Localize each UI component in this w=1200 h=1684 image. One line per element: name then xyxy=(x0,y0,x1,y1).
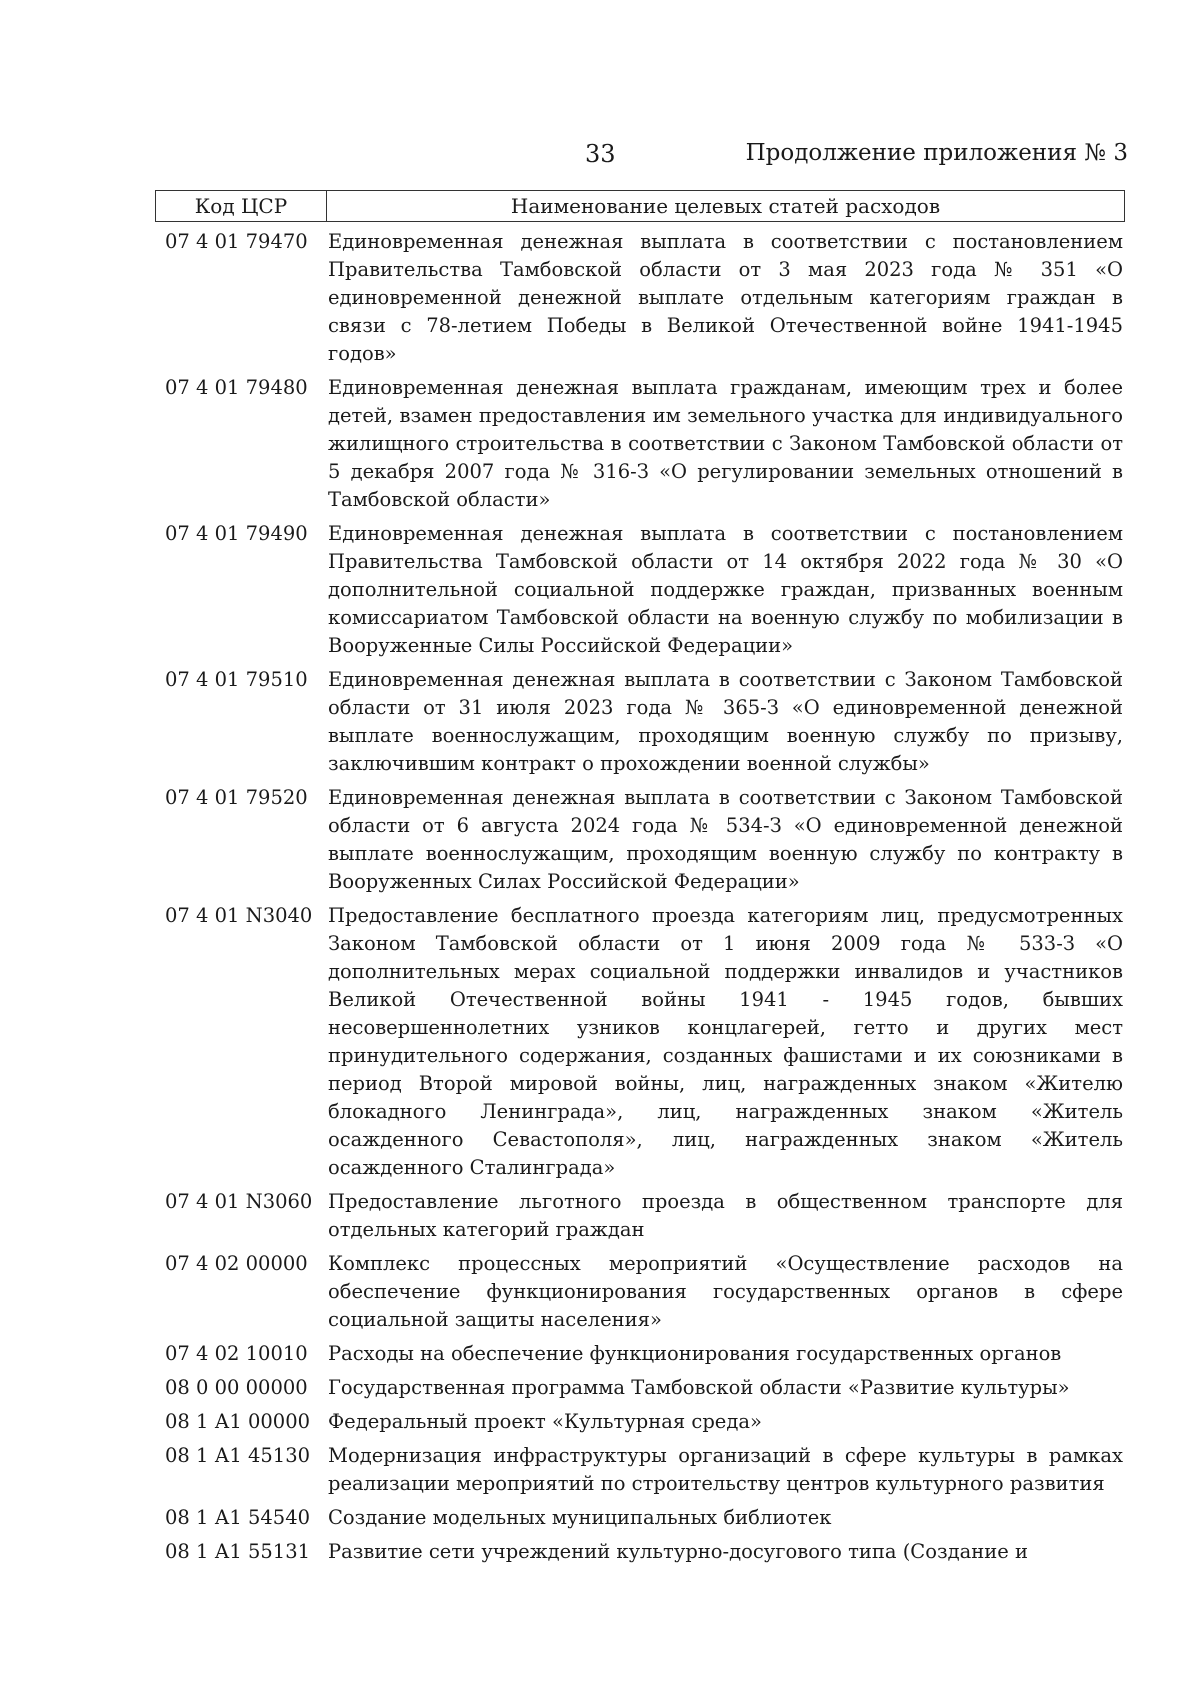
appendix-continuation-title: Продолжение приложения № 3 xyxy=(745,140,1128,166)
row-name: Модернизация инфраструктуры организаций в сфере культуры в рамках реализации мероприятий по строительству центров культурного развития xyxy=(328,1444,1123,1495)
page-number: 33 xyxy=(585,140,616,168)
row-name: Единовременная денежная выплата в соответствии с постановлением Правительства Тамбовской области от 14 октября 2022 года № 30 «О дополнительной социальной поддержке граждан, призванных военным комиссариатом Тамбовской области на военную службу по мобилизации в Вооруженные Силы Российской Федерации» xyxy=(328,522,1123,657)
row-code: 07 4 01 79510 xyxy=(165,668,308,691)
row-name: Государственная программа Тамбовской области «Развитие культуры» xyxy=(328,1376,1070,1399)
table-row xyxy=(155,1340,1125,1368)
row-name: Единовременная денежная выплата в соответствии с Законом Тамбовской области от 31 июля 2023 года № 365-З «О единовременной денежной выплате военнослужащим, проходящим военную службу по призыву, заключившим контракт о прохождении военной службы» xyxy=(328,668,1123,775)
table-row xyxy=(155,520,1125,660)
row-name: Единовременная денежная выплата в соответствии с постановлением Правительства Тамбовской области от 3 мая 2023 года № 351 «О единовременной денежной выплате отдельным категориям граждан в связи с 78-летием Победы в Великой Отечественной войне 1941-1945 годов» xyxy=(328,230,1123,365)
row-name: Единовременная денежная выплата гражданам, имеющим трех и более детей, взамен предоставления им земельного участка для индивидуального жилищного строительства в соответствии с Законом Тамбовской области от 5 декабря 2007 года № 316-З «О регулировании земельных отношений в Тамбовской области» xyxy=(328,376,1123,511)
row-code: 07 4 01 79480 xyxy=(165,376,308,399)
table-row xyxy=(155,902,1125,1182)
row-code: 08 1 А1 54540 xyxy=(165,1506,311,1529)
row-code: 08 1 А1 45130 xyxy=(165,1444,311,1467)
table-row xyxy=(155,1504,1125,1532)
table-row xyxy=(155,784,1125,896)
row-code: 07 4 01 79470 xyxy=(165,230,308,253)
row-name: Расходы на обеспечение функционирования государственных органов xyxy=(328,1342,1062,1365)
row-code: 08 1 А1 00000 xyxy=(165,1410,311,1433)
row-name: Единовременная денежная выплата в соответствии с Законом Тамбовской области от 6 августа 2024 года № 534-З «О единовременной денежной выплате военнослужащим, проходящим военную службу по контракту в Вооруженных Силах Российской Федерации» xyxy=(328,786,1123,893)
row-code: 07 4 01 79490 xyxy=(165,522,308,545)
row-name: Комплекс процессных мероприятий «Осуществление расходов на обеспечение функционирования государственных органов в сфере социальной защиты населения» xyxy=(328,1252,1123,1331)
table-row xyxy=(155,1442,1125,1498)
table-row xyxy=(155,1538,1125,1566)
table-row xyxy=(155,1374,1125,1402)
table-row xyxy=(155,374,1125,514)
table-row xyxy=(155,1408,1125,1436)
row-code: 07 4 02 00000 xyxy=(165,1252,308,1275)
table-header xyxy=(155,190,1125,222)
row-code: 07 4 01 79520 xyxy=(165,786,308,809)
row-name: Развитие сети учреждений культурно-досугового типа (Создание и xyxy=(328,1540,1028,1563)
expense-codes-table xyxy=(155,190,1125,1566)
table-row xyxy=(155,1250,1125,1334)
table-row xyxy=(155,666,1125,778)
row-code: 08 0 00 00000 xyxy=(165,1376,308,1399)
row-code: 08 1 А1 55131 xyxy=(165,1540,311,1563)
row-name: Создание модельных муниципальных библиотек xyxy=(328,1506,832,1529)
column-header-code: Код ЦСР xyxy=(156,191,327,221)
table-row xyxy=(155,1188,1125,1244)
table-row xyxy=(155,228,1125,368)
row-code: 07 4 01 N3060 xyxy=(165,1190,313,1213)
row-name: Федеральный проект «Культурная среда» xyxy=(328,1410,762,1433)
row-name: Предоставление бесплатного проезда категориям лиц, предусмотренных Законом Тамбовской области от 1 июня 2009 года № 533-З «О дополнительных мерах социальной поддержки инвалидов и участников Великой Отечественной войны 1941 - 1945 годов, бывших несовершеннолетних узников концлагерей, гетто и других мест принудительного содержания, созданных фашистами и их союзниками в период Второй мировой войны, лиц, награжденных знаком «Жителю блокадного Ленинграда», лиц, награжденных знаком «Житель осажденного Севастополя», лиц, награжденных знаком «Житель осажденного Сталинграда» xyxy=(328,904,1123,1179)
column-header-name: Наименование целевых статей расходов xyxy=(510,194,941,218)
row-code: 07 4 02 10010 xyxy=(165,1342,308,1365)
row-code: 07 4 01 N3040 xyxy=(165,904,313,927)
row-name: Предоставление льготного проезда в общественном транспорте для отдельных категорий граждан xyxy=(328,1190,1123,1241)
